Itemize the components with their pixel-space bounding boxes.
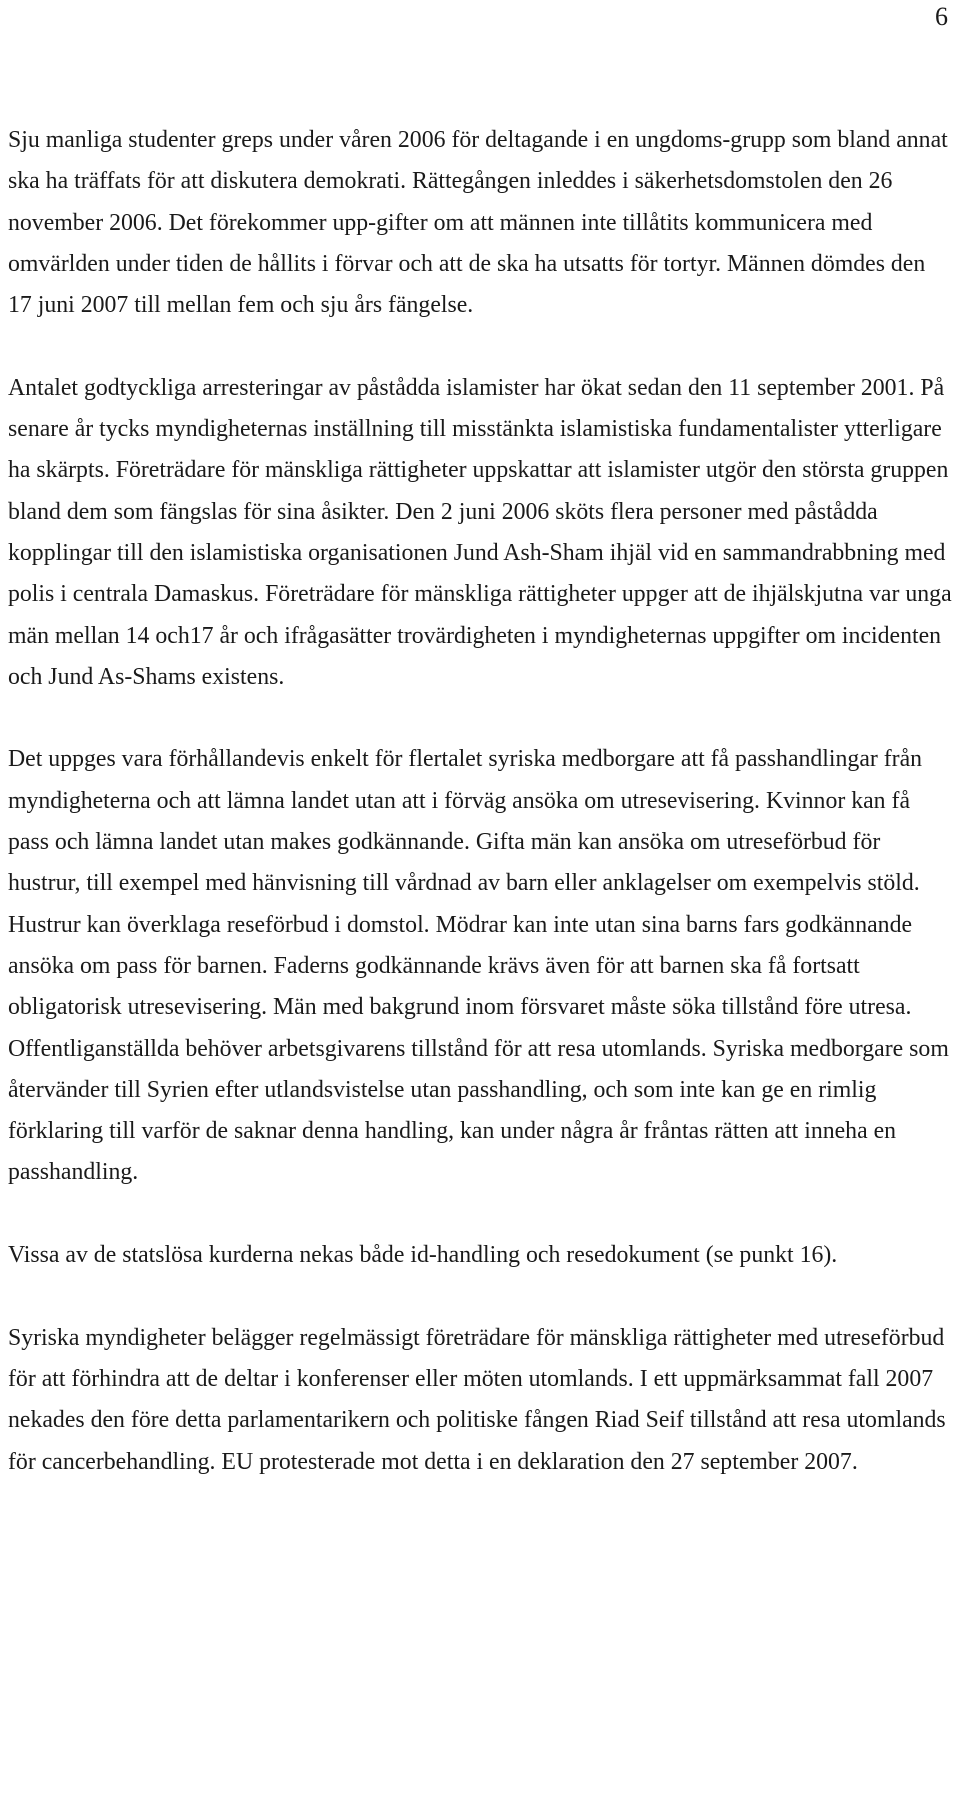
paragraph-passports-travel: Det uppges vara förhållandevis enkelt för flertalet syriska medborgare att få passhandlingar från myndigheterna och att lämna landet utan att i förväg ansöka om utresevisering. Kvinnor kan få pass och lämna landet utan makes godkännande. Gifta män kan ansöka om utreseförbud för hustrur, till exempel med hänvisning till vårdnad av barn eller anklagelser om exempelvis stöld. Hustrur kan överklaga reseförbud i domstol. Mödrar kan inte utan sina barns fars godkännande ansöka om pass för barnen. Faderns godkännande krävs även för att barnen ska få fortsatt obligatorisk utresevisering. Män med bakgrund inom försvaret måste söka tillstånd före utresa. Offentliganställda behöver arbetsgivarens tillstånd för att resa utomlands. Syriska medborgare som återvänder till Syrien efter utlandsvistelse utan passhandling, och som inte kan ge en rimlig förklaring till varför de saknar denna handling, kan under några år fråntas rätten att inneha en passhandling. <box>8 746 949 1186</box>
paragraph-stateless-kurds: Vissa av de statslösa kurderna nekas både id-handling och resedokument (se punkt 16). <box>8 1242 838 1269</box>
paragraph-travel-bans: Syriska myndigheter belägger regelmässigt företrädare för mänskliga rättigheter med utreseförbud för att förhindra att de deltar i konferenser eller möten utomlands. I ett uppmärksammat fall 2007 nekades den före detta parlamentarikern och politiske fången Riad Seif tillstånd att resa utomlands för cancerbehandling. EU protesterade mot detta i en deklaration den 27 september 2007. <box>8 1324 946 1475</box>
paragraph-islamist-arrests: Antalet godtyckliga arresteringar av påstådda islamister har ökat sedan den 11 september 2001. På senare år tycks myndigheternas inställning till misstänkta islamistiska fundamentalister ytterligare ha skärpts. Företrädare för mänskliga rättigheter uppskattar att islamister utgör den största gruppen bland dem som fängslas för sina åsikter. Den 2 juni 2006 sköts flera personer med påstådda kopplingar till den islamistiska organisationen Jund Ash-Sham ihjäl vid en sammandrabbning med polis i centrala Damaskus. Företrädare för mänskliga rättigheter uppger att de ihjälskjutna var unga män mellan 14 och17 år och ifrågasätter trovärdigheten i myndigheternas uppgifter om incidenten och Jund As-Shams existens. <box>8 374 952 690</box>
document-body <box>8 120 953 1483</box>
paragraph-student-arrests: Sju manliga studenter greps under våren 2006 för deltagande i en ungdoms-grupp som bland annat ska ha träffats för att diskutera demokrati. Rättegången inleddes i säkerhetsdomstolen den 26 november 2006. Det förekommer upp-gifter om att männen inte tillåtits kommunicera med omvärlden under tiden de hållits i förvar och att de ska ha utsatts för tortyr. Männen dömdes den 17 juni 2007 till mellan fem och sju års fängelse. <box>8 127 948 319</box>
page-number: 6 <box>935 2 948 31</box>
